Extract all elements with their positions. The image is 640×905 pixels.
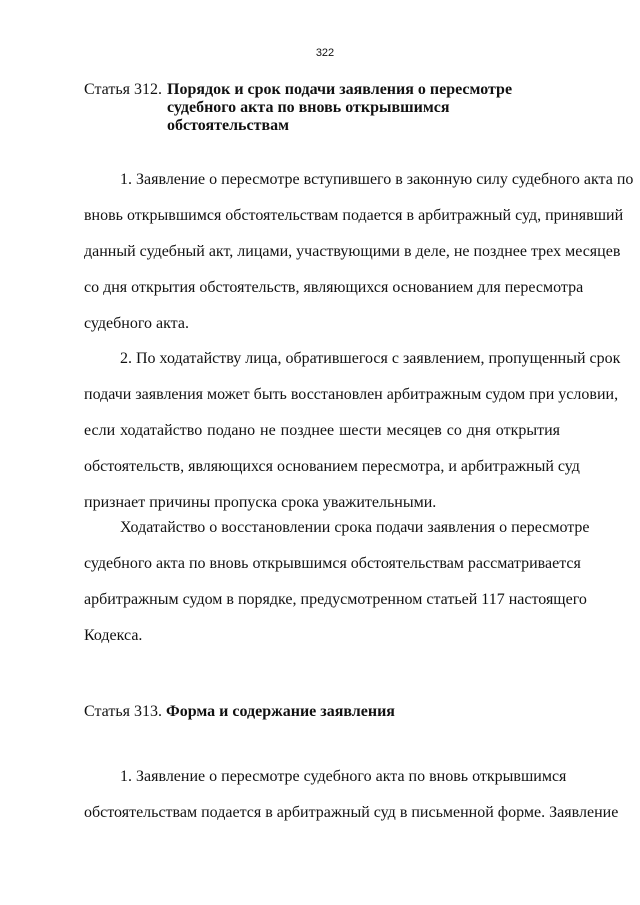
article-title-line: обстоятельствам <box>167 117 289 134</box>
article-label: Статья 312. <box>84 81 162 98</box>
text-line: со дня открытия обстоятельств, являющихся основанием для пересмотра <box>84 279 584 296</box>
article-title-line: судебного акта по вновь открывшимся <box>167 99 450 116</box>
article-313-heading <box>84 703 395 721</box>
text-line: данный судебный акт, лицами, участвующими в деле, не позднее трех месяцев <box>84 243 621 260</box>
text-line: вновь открывшимся обстоятельствам подается в арбитражный суд, принявший <box>84 207 624 224</box>
text-line: судебного акта по вновь открывшимся обстоятельствам рассматривается <box>84 555 581 572</box>
article-title-line: Порядок и срок подачи заявления о пересмотре <box>167 81 513 98</box>
text-line: признает причины пропуска срока уважительными. <box>84 494 437 511</box>
page-number: 322 <box>315 47 335 59</box>
article-title: Форма и содержание заявления <box>165 703 395 720</box>
text-line: 1. Заявление о пересмотре судебного акта по вновь открывшимся <box>120 768 567 785</box>
text-line: обстоятельствам подается в арбитражный суд в письменной форме. Заявление <box>84 804 619 821</box>
article-label: Статья 313. <box>84 703 162 720</box>
text-line: подачи заявления может быть восстановлен арбитражным судом при условии, <box>84 386 619 403</box>
text-line: 2. По ходатайству лица, обратившегося с заявлением, пропущенный срок <box>120 350 621 367</box>
text-line: Кодекса. <box>84 627 143 644</box>
text-line: арбитражным судом в порядке, предусмотренном статьей 117 настоящего <box>84 591 587 608</box>
text-line: судебного акта. <box>84 315 189 332</box>
paragraph-1 <box>84 162 634 342</box>
text-line: 1. Заявление о пересмотре вступившего в законную силу судебного акта по <box>120 171 634 188</box>
article-312-heading <box>84 81 512 135</box>
paragraph-2 <box>84 341 621 521</box>
text-line: если ходатайство подано не позднее шести месяцев со дня открытия <box>84 422 560 439</box>
text-line: Ходатайство о восстановлении срока подачи заявления о пересмотре <box>120 519 590 536</box>
paragraph-4 <box>84 759 619 831</box>
paragraph-3 <box>84 510 590 654</box>
text-line: обстоятельств, являющихся основанием пересмотра, и арбитражный суд <box>84 458 580 475</box>
